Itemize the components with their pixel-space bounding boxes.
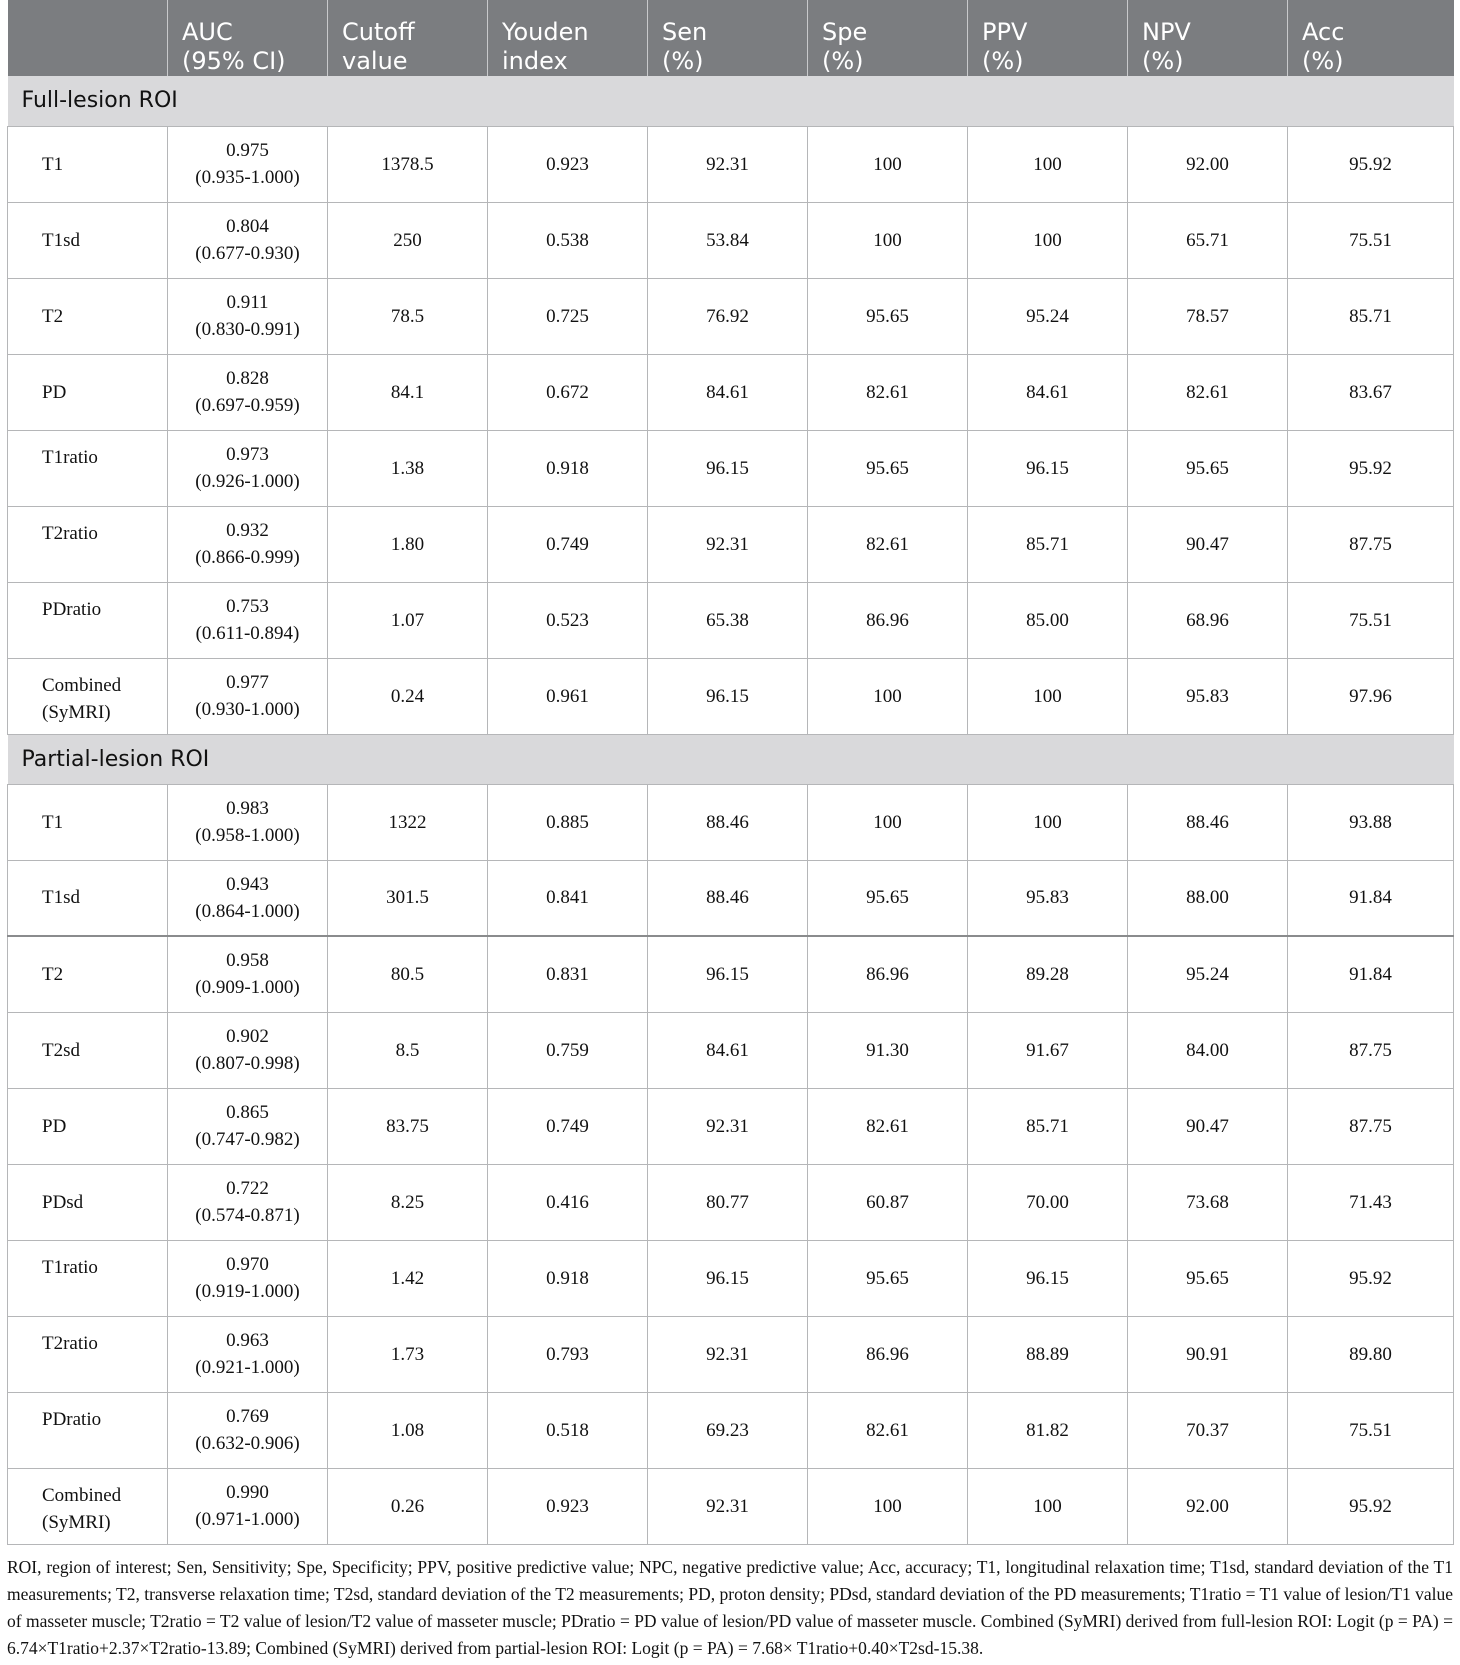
auc-ci: (0.909-1.000) (195, 977, 300, 998)
cutoff-cell: 1378.5 (328, 126, 488, 202)
ppv-cell: 95.83 (968, 860, 1128, 936)
auc-ci: (0.866-0.999) (195, 546, 300, 568)
cutoff-cell: 8.25 (328, 1164, 488, 1240)
sen-cell: 53.84 (648, 202, 808, 278)
auc-cell (168, 1164, 328, 1240)
ppv-cell: 85.71 (968, 1088, 1128, 1164)
spe-cell: 95.65 (808, 860, 968, 936)
auc-ci: (0.807-0.998) (195, 1052, 300, 1074)
sen-cell: 92.31 (648, 1468, 808, 1544)
acc-cell: 87.75 (1288, 1012, 1454, 1088)
ppv-cell: 89.28 (968, 936, 1128, 1012)
auc-cell (168, 506, 328, 582)
spe-cell: 60.87 (808, 1164, 968, 1240)
row-label: T1 (8, 126, 168, 202)
cutoff-cell: 8.5 (328, 1012, 488, 1088)
table-row (8, 506, 1454, 582)
npv-cell: 82.61 (1128, 354, 1288, 430)
spe-cell: 95.65 (808, 1240, 968, 1316)
row-label: T2ratio (8, 506, 168, 582)
auc-cell (168, 1392, 328, 1468)
npv-cell: 88.00 (1128, 860, 1288, 936)
ppv-cell: 81.82 (968, 1392, 1128, 1468)
auc-ci: (0.747-0.982) (195, 1128, 300, 1150)
acc-cell: 97.96 (1288, 658, 1454, 734)
sen-cell: 96.15 (648, 1240, 808, 1316)
auc-value: 0.722 (226, 1177, 269, 1199)
cutoff-cell: 78.5 (328, 278, 488, 354)
youden-cell: 0.918 (488, 1240, 648, 1316)
npv-cell: 95.65 (1128, 1240, 1288, 1316)
sen-cell: 92.31 (648, 1316, 808, 1392)
acc-cell: 87.75 (1288, 506, 1454, 582)
auc-ci: (0.611-0.894) (195, 622, 300, 644)
npv-cell: 78.57 (1128, 278, 1288, 354)
auc-cell (168, 860, 328, 936)
row-label: T1 (8, 784, 168, 860)
cutoff-cell: 1.08 (328, 1392, 488, 1468)
table-row (8, 1468, 1454, 1544)
spe-cell: 82.61 (808, 506, 968, 582)
table-row (8, 1240, 1454, 1316)
row-label: T1ratio (8, 1240, 168, 1316)
npv-cell: 90.91 (1128, 1316, 1288, 1392)
auc-cell (168, 582, 328, 658)
sen-cell: 84.61 (648, 1012, 808, 1088)
auc-cell (168, 1468, 328, 1544)
acc-cell: 75.51 (1288, 582, 1454, 658)
auc-ci: (0.958-1.000) (195, 824, 300, 846)
row-label: T1sd (8, 860, 168, 936)
npv-cell: 95.83 (1128, 658, 1288, 734)
section-row (8, 76, 1454, 126)
ppv-cell: 84.61 (968, 354, 1128, 430)
ppv-cell: 100 (968, 202, 1128, 278)
row-label: PDratio (8, 1392, 168, 1468)
row-label: T2 (8, 936, 168, 1012)
youden-cell: 0.672 (488, 354, 648, 430)
ppv-cell: 100 (968, 658, 1128, 734)
sen-cell: 80.77 (648, 1164, 808, 1240)
row-label: T1sd (8, 202, 168, 278)
sen-cell: 84.61 (648, 354, 808, 430)
auc-value: 0.828 (226, 367, 269, 389)
table-row (8, 784, 1454, 860)
acc-cell: 91.84 (1288, 936, 1454, 1012)
auc-value: 0.975 (226, 139, 269, 161)
row-label: Combined (SyMRI) (8, 658, 168, 734)
row-label: PD (8, 354, 168, 430)
acc-cell: 87.75 (1288, 1088, 1454, 1164)
acc-cell: 91.84 (1288, 860, 1454, 936)
acc-cell: 75.51 (1288, 202, 1454, 278)
table-footnote: ROI, region of interest; Sen, Sensitivity; Spe, Specificity; PPV, positive predictive value; NPC, negative predictive value; Acc, accuracy; T1, longitudinal relaxation time; T1sd, standard deviation of the T1 measurements; T2, transverse relaxation time; T2sd, standard deviation of the T2 measurements; PD, proton density; PDsd, standard deviation of the PD measurements; T1ratio = T1 value of lesion/T1 value of masseter muscle; T2ratio = T2 value of lesion/T2 value of masseter muscle; PDratio = PD value of lesion/PD value of masseter muscle. Combined (SyMRI) derived from full-lesion ROI: Logit (p = PA) = 6.74×T1ratio+2.37×T2ratio-13.89; Combined (SyMRI) derived from partial-lesion ROI: Logit (p = PA) = 7.68× T1ratio+0.40×T2sd-15.38. (7, 1557, 1453, 1658)
npv-cell: 73.68 (1128, 1164, 1288, 1240)
npv-cell: 90.47 (1128, 506, 1288, 582)
spe-cell: 100 (808, 1468, 968, 1544)
table-row (8, 430, 1454, 506)
youden-cell: 0.759 (488, 1012, 648, 1088)
table-row (8, 582, 1454, 658)
table-row (8, 1316, 1454, 1392)
spe-cell: 82.61 (808, 354, 968, 430)
cutoff-cell: 301.5 (328, 860, 488, 936)
section-row (8, 734, 1454, 784)
cutoff-cell: 1322 (328, 784, 488, 860)
npv-cell: 68.96 (1128, 582, 1288, 658)
cutoff-cell: 1.42 (328, 1240, 488, 1316)
table-body (8, 76, 1454, 1544)
youden-cell: 0.749 (488, 1088, 648, 1164)
cutoff-cell: 0.26 (328, 1468, 488, 1544)
npv-cell: 92.00 (1128, 1468, 1288, 1544)
header-row (8, 0, 1454, 76)
cutoff-cell: 84.1 (328, 354, 488, 430)
acc-cell: 89.80 (1288, 1316, 1454, 1392)
spe-cell: 100 (808, 784, 968, 860)
auc-cell (168, 278, 328, 354)
auc-ci: (0.830-0.991) (195, 318, 300, 340)
sen-cell: 76.92 (648, 278, 808, 354)
acc-cell: 83.67 (1288, 354, 1454, 430)
section-title: Partial-lesion ROI (8, 734, 1454, 784)
ppv-cell: 88.89 (968, 1316, 1128, 1392)
acc-cell: 95.92 (1288, 126, 1454, 202)
auc-value: 0.943 (226, 873, 269, 895)
acc-cell: 95.92 (1288, 1468, 1454, 1544)
cutoff-cell: 83.75 (328, 1088, 488, 1164)
ppv-cell: 95.24 (968, 278, 1128, 354)
youden-cell: 0.793 (488, 1316, 648, 1392)
cutoff-cell: 0.24 (328, 658, 488, 734)
acc-cell: 93.88 (1288, 784, 1454, 860)
auc-cell (168, 126, 328, 202)
auc-ci: (0.935-1.000) (195, 166, 300, 188)
auc-cell (168, 1088, 328, 1164)
youden-cell: 0.831 (488, 936, 648, 1012)
header-cell: AUC (95% CI) (168, 0, 328, 76)
row-label: T1ratio (8, 430, 168, 506)
row-label: Combined (SyMRI) (8, 1468, 168, 1544)
youden-cell: 0.885 (488, 784, 648, 860)
table-row (8, 936, 1454, 1012)
ppv-cell: 100 (968, 784, 1128, 860)
sen-cell: 88.46 (648, 860, 808, 936)
auc-ci: (0.919-1.000) (195, 1280, 300, 1302)
npv-cell: 95.65 (1128, 430, 1288, 506)
npv-cell: 70.37 (1128, 1392, 1288, 1468)
acc-cell: 95.92 (1288, 1240, 1454, 1316)
table-row (8, 860, 1454, 936)
spe-cell: 82.61 (808, 1392, 968, 1468)
table-row (8, 202, 1454, 278)
sen-cell: 96.15 (648, 430, 808, 506)
auc-cell (168, 936, 328, 1012)
auc-value: 0.977 (226, 671, 269, 693)
youden-cell: 0.923 (488, 1468, 648, 1544)
spe-cell: 82.61 (808, 1088, 968, 1164)
auc-value: 0.932 (226, 519, 269, 541)
acc-cell: 95.92 (1288, 430, 1454, 506)
auc-ci: (0.574-0.871) (195, 1204, 300, 1226)
auc-value: 0.753 (226, 595, 269, 617)
row-label: T2ratio (8, 1316, 168, 1392)
spe-cell: 100 (808, 658, 968, 734)
npv-cell: 88.46 (1128, 784, 1288, 860)
auc-cell (168, 1316, 328, 1392)
auc-cell (168, 430, 328, 506)
npv-cell: 92.00 (1128, 126, 1288, 202)
ppv-cell: 96.15 (968, 1240, 1128, 1316)
sen-cell: 88.46 (648, 784, 808, 860)
spe-cell: 86.96 (808, 1316, 968, 1392)
cutoff-cell: 1.38 (328, 430, 488, 506)
sen-cell: 92.31 (648, 506, 808, 582)
header-cell: Youden index (488, 0, 648, 76)
auc-value: 0.911 (226, 291, 269, 313)
auc-ci: (0.632-0.906) (195, 1432, 300, 1454)
header-cell: Sen (%) (648, 0, 808, 76)
npv-cell: 84.00 (1128, 1012, 1288, 1088)
youden-cell: 0.523 (488, 582, 648, 658)
auc-ci: (0.677-0.930) (195, 242, 300, 264)
youden-cell: 0.918 (488, 430, 648, 506)
auc-value: 0.769 (226, 1405, 269, 1427)
section-title: Full-lesion ROI (8, 76, 1454, 126)
auc-cell (168, 354, 328, 430)
npv-cell: 90.47 (1128, 1088, 1288, 1164)
auc-value: 0.983 (226, 797, 269, 819)
row-label: PD (8, 1088, 168, 1164)
sen-cell: 69.23 (648, 1392, 808, 1468)
table-row (8, 278, 1454, 354)
header-cell: NPV (%) (1128, 0, 1288, 76)
spe-cell: 95.65 (808, 278, 968, 354)
sen-cell: 92.31 (648, 126, 808, 202)
auc-cell (168, 658, 328, 734)
sen-cell: 92.31 (648, 1088, 808, 1164)
auc-value: 0.990 (226, 1481, 269, 1503)
row-label: T2 (8, 278, 168, 354)
ppv-cell: 70.00 (968, 1164, 1128, 1240)
cutoff-cell: 1.73 (328, 1316, 488, 1392)
auc-ci: (0.930-1.000) (195, 698, 300, 720)
youden-cell: 0.416 (488, 1164, 648, 1240)
auc-cell (168, 202, 328, 278)
auc-ci: (0.926-1.000) (195, 470, 300, 492)
ppv-cell: 85.71 (968, 506, 1128, 582)
spe-cell: 86.96 (808, 936, 968, 1012)
auc-value: 0.865 (226, 1101, 269, 1123)
header-cell: Acc (%) (1288, 0, 1454, 76)
youden-cell: 0.538 (488, 202, 648, 278)
auc-value: 0.804 (226, 215, 269, 237)
auc-cell (168, 1240, 328, 1316)
youden-cell: 0.518 (488, 1392, 648, 1468)
spe-cell: 95.65 (808, 430, 968, 506)
spe-cell: 91.30 (808, 1012, 968, 1088)
table-row (8, 354, 1454, 430)
cutoff-cell: 1.80 (328, 506, 488, 582)
ppv-cell: 96.15 (968, 430, 1128, 506)
youden-cell: 0.923 (488, 126, 648, 202)
acc-cell: 75.51 (1288, 1392, 1454, 1468)
table-row (8, 1088, 1454, 1164)
auc-cell (168, 1012, 328, 1088)
auc-ci: (0.864-1.000) (195, 900, 300, 922)
youden-cell: 0.725 (488, 278, 648, 354)
npv-cell: 95.24 (1128, 936, 1288, 1012)
header-cell: Cutoff value (328, 0, 488, 76)
spe-cell: 100 (808, 202, 968, 278)
auc-value: 0.963 (226, 1329, 269, 1351)
cutoff-cell: 80.5 (328, 936, 488, 1012)
cutoff-cell: 250 (328, 202, 488, 278)
table-row (8, 1392, 1454, 1468)
results-table (7, 0, 1454, 1545)
acc-cell: 71.43 (1288, 1164, 1454, 1240)
youden-cell: 0.749 (488, 506, 648, 582)
auc-value: 0.958 (226, 950, 269, 971)
ppv-cell: 100 (968, 126, 1128, 202)
row-label: PDratio (8, 582, 168, 658)
row-label: PDsd (8, 1164, 168, 1240)
table-row (8, 1012, 1454, 1088)
auc-ci: (0.697-0.959) (195, 394, 300, 416)
table-row (8, 658, 1454, 734)
auc-ci: (0.921-1.000) (195, 1356, 300, 1378)
spe-cell: 86.96 (808, 582, 968, 658)
header-cell-blank (8, 0, 168, 76)
auc-cell (168, 784, 328, 860)
table-row (8, 1164, 1454, 1240)
youden-cell: 0.961 (488, 658, 648, 734)
table-container (7, 0, 1453, 1545)
ppv-cell: 91.67 (968, 1012, 1128, 1088)
auc-value: 0.970 (226, 1253, 269, 1275)
auc-value: 0.973 (226, 443, 269, 465)
row-label: T2sd (8, 1012, 168, 1088)
header-cell: PPV (%) (968, 0, 1128, 76)
youden-cell: 0.841 (488, 860, 648, 936)
table-row (8, 126, 1454, 202)
ppv-cell: 100 (968, 1468, 1128, 1544)
auc-value: 0.902 (226, 1025, 269, 1047)
sen-cell: 96.15 (648, 658, 808, 734)
spe-cell: 100 (808, 126, 968, 202)
header-cell: Spe (%) (808, 0, 968, 76)
sen-cell: 65.38 (648, 582, 808, 658)
ppv-cell: 85.00 (968, 582, 1128, 658)
auc-ci: (0.971-1.000) (195, 1508, 300, 1530)
sen-cell: 96.15 (648, 936, 808, 1012)
npv-cell: 65.71 (1128, 202, 1288, 278)
acc-cell: 85.71 (1288, 278, 1454, 354)
cutoff-cell: 1.07 (328, 582, 488, 658)
